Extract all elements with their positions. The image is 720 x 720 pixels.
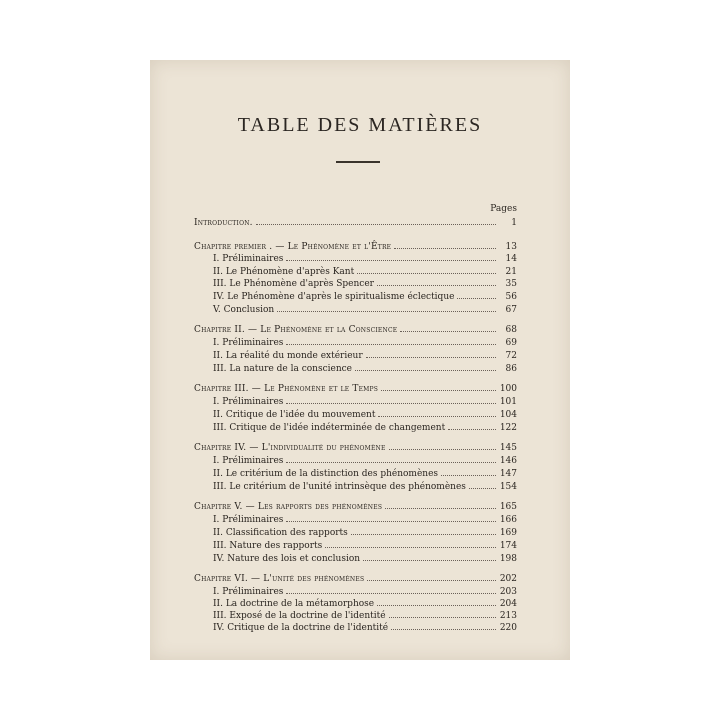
toc-page-number: 68 (505, 325, 517, 335)
toc-entry-label: II. La réalité du monde extérieur (213, 351, 363, 361)
toc-entry-label: Chapitre VI. — L'unité des phénomènes (194, 574, 365, 584)
toc-entry-label: Chapitre V. — Les rapports des phénomènes (194, 502, 383, 512)
toc-entry-label: Chapitre IV. — L'individualité du phénomène (194, 443, 386, 453)
title-rule (336, 161, 380, 163)
toc-page-number: 204 (499, 599, 517, 609)
toc-entry-label: I. Préliminaires (213, 515, 284, 525)
toc-page-number: 69 (505, 338, 517, 348)
toc-entry-label: II. Le Phénomène d'après Kant (213, 267, 355, 277)
toc-page-number: 1 (511, 218, 517, 228)
toc-section-row (194, 513, 517, 525)
toc-page-number: 147 (499, 469, 517, 479)
toc-section-row (194, 349, 517, 361)
book-page (150, 60, 570, 660)
toc-page-number: 202 (499, 574, 517, 584)
toc-page-number: 21 (505, 267, 517, 277)
toc-chapter-row (194, 323, 517, 335)
toc-section-row (194, 362, 517, 374)
dot-leader (256, 216, 496, 225)
dot-leader (367, 572, 496, 581)
toc-entry-label: Chapitre III. — Le Phénomène et le Temps (194, 384, 379, 394)
toc-page-number: 198 (499, 554, 517, 564)
toc-section-row (194, 621, 517, 633)
toc-page-number: 166 (499, 515, 517, 525)
dot-leader (391, 621, 496, 630)
dot-leader (381, 382, 496, 391)
toc-chapter-row (194, 441, 517, 453)
dot-leader (389, 441, 496, 450)
toc-entry-label: III. Critique de l'idée indéterminée de changement (213, 423, 446, 433)
toc-entry-label: I. Préliminaires (213, 338, 284, 348)
page-title: TABLE DES MATIÈRES (237, 114, 483, 136)
toc-entry-label: II. Le critérium de la distinction des phénomènes (213, 469, 439, 479)
dot-leader (457, 290, 496, 299)
toc-entry-label: II. Classification des rapports (213, 528, 348, 538)
toc-page-number: 13 (505, 242, 517, 252)
toc-section-row (194, 303, 517, 315)
pages-column-header: Pages (490, 204, 517, 214)
toc-chapter-row (194, 240, 517, 252)
toc-page-number: 101 (499, 397, 517, 407)
toc-page-number: 56 (505, 292, 517, 302)
toc-section-row (194, 336, 517, 348)
toc-entry-label: Chapitre II. — Le Phénomène et la Conscience (194, 325, 398, 335)
toc-section-row (194, 265, 517, 277)
toc-page-number: 86 (505, 364, 517, 374)
toc-section-row (194, 585, 517, 597)
dot-leader (286, 513, 496, 522)
toc-page-number: 104 (499, 410, 517, 420)
toc-page-number: 154 (499, 482, 517, 492)
toc-entry-label: III. La nature de la conscience (213, 364, 352, 374)
toc-entry-label: I. Préliminaires (213, 587, 284, 597)
dot-leader (394, 240, 496, 249)
toc-section-row (194, 421, 517, 433)
dot-leader (357, 265, 496, 274)
dot-leader (363, 552, 496, 561)
dot-leader (441, 467, 496, 476)
toc-page-number: 213 (499, 611, 517, 621)
toc-page-number: 100 (499, 384, 517, 394)
toc-section-row (194, 277, 517, 289)
toc-page-number: 72 (505, 351, 517, 361)
dot-leader (385, 500, 496, 509)
dot-leader (378, 408, 496, 417)
toc-chapter-row (194, 216, 517, 228)
toc-section-row (194, 526, 517, 538)
toc-section-row (194, 408, 517, 420)
dot-leader (286, 252, 496, 261)
toc-page-number: 122 (499, 423, 517, 433)
toc-entry-label: III. Exposé de la doctrine de l'identité (213, 611, 386, 621)
toc-page-number: 165 (499, 502, 517, 512)
toc-page-number: 203 (499, 587, 517, 597)
dot-leader (400, 323, 496, 332)
dot-leader (277, 303, 496, 312)
toc-chapter-row (194, 572, 517, 584)
dot-leader (325, 539, 496, 548)
toc-entry-label: Chapitre premier . — Le Phénomène et l'Être (194, 242, 392, 252)
dot-leader (286, 395, 496, 404)
toc-section-row (194, 597, 517, 609)
toc-page-number: 145 (499, 443, 517, 453)
toc-page-number: 35 (505, 279, 517, 289)
toc-entry-label: II. Critique de l'idée du mouvement (213, 410, 376, 420)
dot-leader (448, 421, 496, 430)
toc-page-number: 67 (505, 305, 517, 315)
toc-chapter-row (194, 500, 517, 512)
toc-entry-label: III. Le Phénomène d'après Spencer (213, 279, 374, 289)
dot-leader (366, 349, 496, 358)
toc-page-number: 14 (505, 254, 517, 264)
dot-leader (355, 362, 496, 371)
toc-section-row (194, 609, 517, 621)
dot-leader (286, 585, 496, 594)
dot-leader (351, 526, 496, 535)
toc-entry-label: III. Nature des rapports (213, 541, 323, 551)
toc-entry-label: IV. Nature des lois et conclusion (213, 554, 361, 564)
toc-entry-label: IV. Le Phénomène d'après le spiritualisme éclectique (213, 292, 455, 302)
dot-leader (469, 480, 496, 489)
dot-leader (377, 597, 496, 606)
toc-entry-label: I. Préliminaires (213, 397, 284, 407)
toc-section-row (194, 552, 517, 564)
toc-entry-label: IV. Critique de la doctrine de l'identité (213, 623, 389, 633)
toc-section-row (194, 252, 517, 264)
toc-page-number: 169 (499, 528, 517, 538)
toc-entry-label: III. Le critérium de l'unité intrinsèque des phénomènes (213, 482, 466, 492)
toc-chapter-row (194, 382, 517, 394)
toc-entry-label: Introduction. (194, 218, 253, 228)
toc-section-row (194, 395, 517, 407)
toc-section-row (194, 480, 517, 492)
dot-leader (286, 336, 496, 345)
dot-leader (286, 454, 496, 463)
toc-entry-label: I. Préliminaires (213, 456, 284, 466)
dot-leader (377, 277, 496, 286)
toc-section-row (194, 454, 517, 466)
toc-page-number: 220 (499, 623, 517, 633)
toc-section-row (194, 290, 517, 302)
toc-section-row (194, 467, 517, 479)
toc-section-row (194, 539, 517, 551)
toc-entry-label: II. La doctrine de la métamorphose (213, 599, 375, 609)
toc-entry-label: I. Préliminaires (213, 254, 284, 264)
toc-page-number: 146 (499, 456, 517, 466)
toc-page-number: 174 (499, 541, 517, 551)
dot-leader (389, 609, 496, 618)
toc-entry-label: V. Conclusion (213, 305, 275, 315)
